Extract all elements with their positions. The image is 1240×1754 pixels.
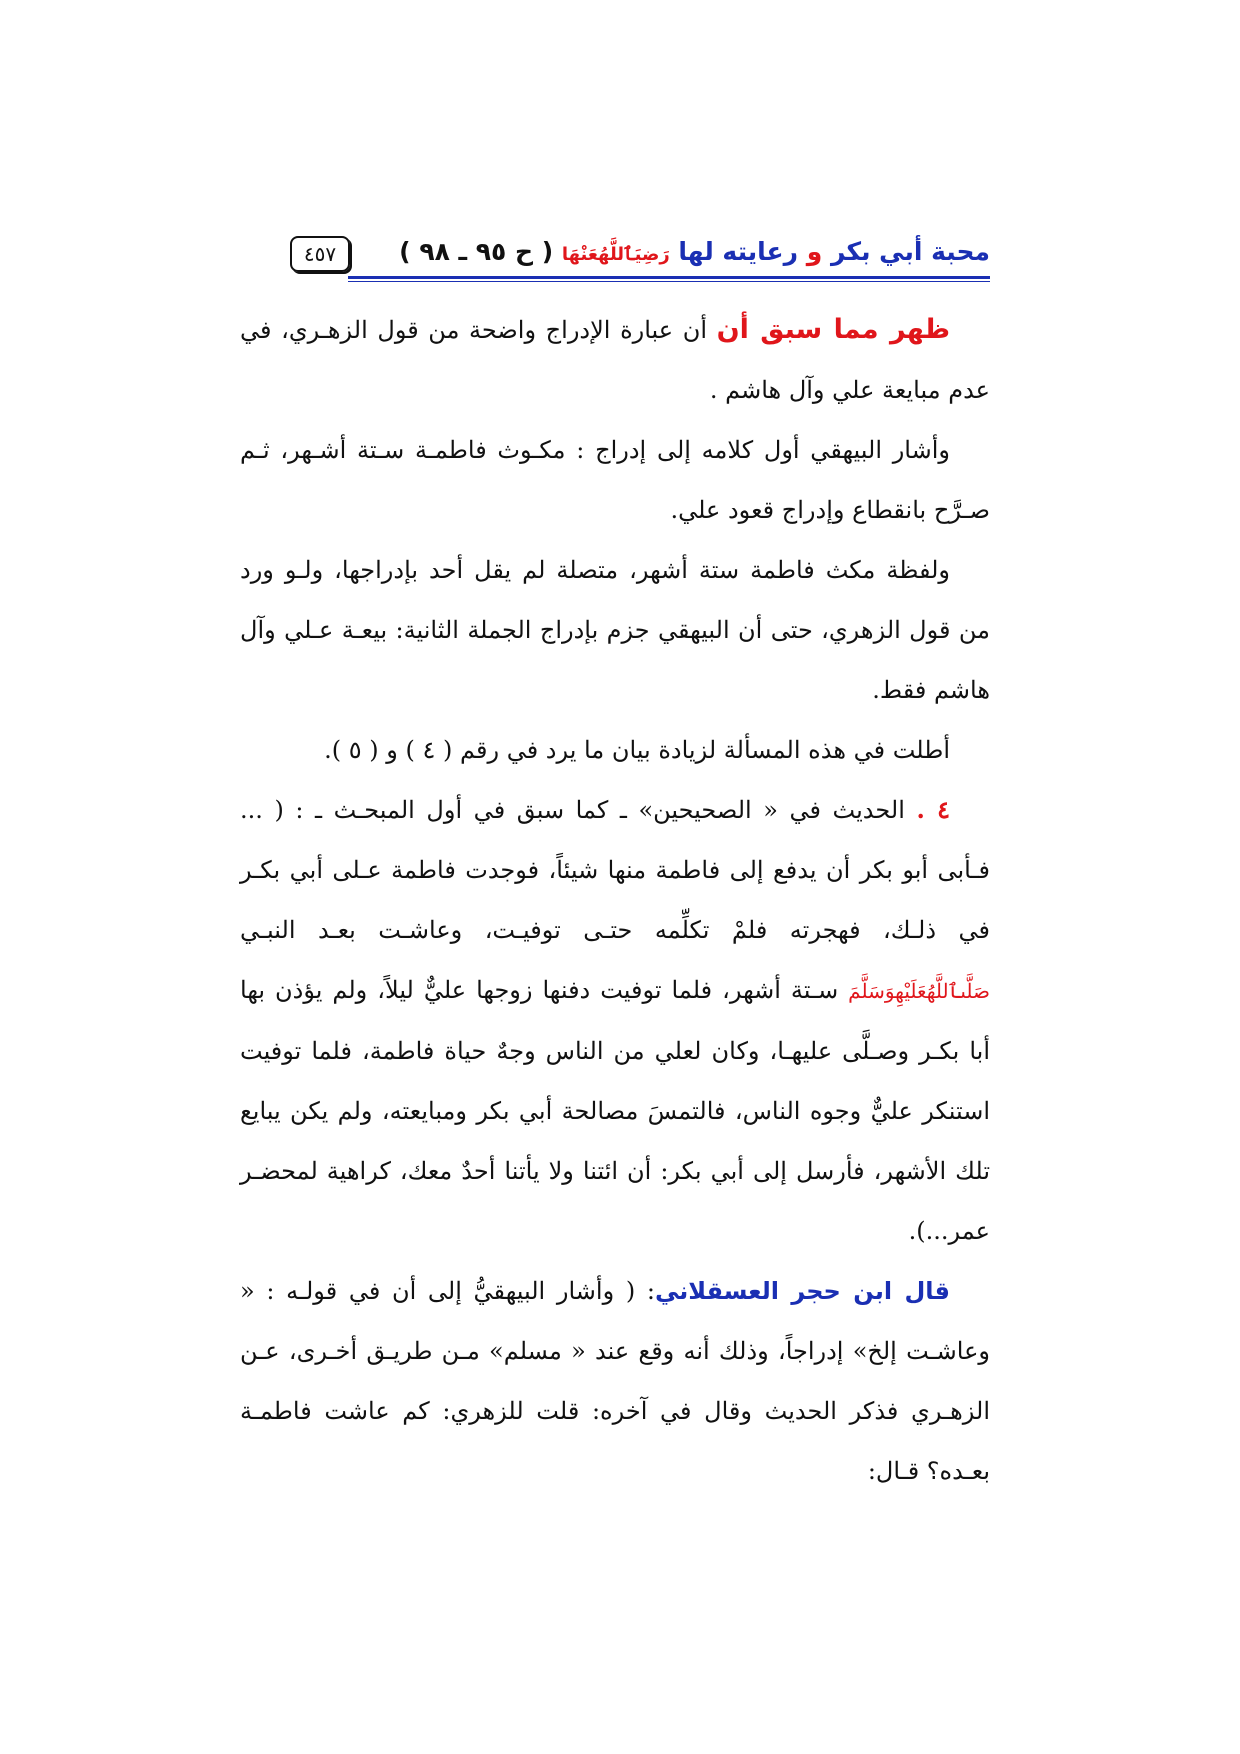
paragraph-2: وأشار البيهقي أول كلامه إلى إدراج : مكـوث فاطمـة سـتة أشـهر، ثـم صـرَّح بانقطاع وإدراج قعود علي. (240, 436, 990, 524)
header-hadith-range: ( ح ٩٥ ـ ٩٨ ) (399, 237, 554, 266)
page-header (290, 232, 990, 292)
header-rule (348, 276, 990, 282)
paragraph-1-lead: ظهر مما سبق أن (716, 314, 950, 345)
header-title-part1: محبة أبي بكر (831, 237, 990, 266)
page-content (240, 300, 990, 1501)
paragraph-5 (240, 780, 990, 1261)
paragraph-6-text: : ( وأشار البيهقيُّ إلى أن في قولـه : « وعاشـت إلخ» إدراجاً، وذلك أنه وقع عند « مسلم» مـن طريـق أخـرى، عـن الزهـري فذكر الحديث وقال في آخره: قلت للزهري: كم عاشت فاطمـة بعـده؟ قـال: (240, 1277, 990, 1485)
header-title-part3: رعايته لها (678, 237, 799, 266)
header-honorific: رَضِيَٱللَّهُعَنْهَا (561, 244, 670, 265)
header-title (399, 232, 990, 275)
paragraph-4: أطلت في هذه المسألة لزيادة بيان ما يرد في رقم ( ٤ ) و ( ٥ ). (324, 736, 950, 764)
paragraph-1 (240, 300, 990, 420)
page-number-badge: ٤٥٧ (290, 236, 350, 272)
paragraph-6 (240, 1261, 990, 1501)
paragraph-3: ولفظة مكث فاطمة ستة أشهر، متصلة لم يقل أحد بإدراجها، ولـو ورد من قول الزهري، حتى أن البيهقي جزم بإدراج الجملة الثانية: بيعـة عـلي وآل هاشم فقط. (240, 556, 990, 704)
paragraph-5-text-a: الحديث في « الصحيحين» ـ كما سبق في أول المبحـث ـ : ( ... فـأبى أبو بكر أن يدفع إلى فاطمة منها شيئاً، فوجدت فاطمة عـلى أبي بكـر في ذلـك، فهجرته فلمْ تكلِّمه حتـى توفيـت، وعاشـت بعـد النبـي (240, 796, 990, 944)
paragraph-6-lead: قال ابن حجر العسقلاني (654, 1277, 950, 1305)
paragraph-1-text: أن عبارة الإدراج واضحة من قول الزهـري، في عدم مبايعة علي وآل هاشم . (240, 316, 990, 404)
paragraph-5-text-b: سـتة أشهر، فلما توفيت دفنها زوجها عليٌّ ليلاً، ولم يؤذن بها أبا بكـر وصـلَّى عليهـا، وكان لعلي من الناس وجهٌ حياة فاطمة، فلما توفيت استنكر عليٌّ وجوه الناس، فالتمسَ مصالحة أبي بكر ومبايعته، ولم يكن يبايع تلك الأشهر، فأرسل إلى أبي بكر: أن ائتنا ولا يأتنا أحدٌ معك، كراهية لمحضـر عمر...). (240, 976, 990, 1245)
paragraph-5-number: ٤ . (916, 795, 950, 824)
header-title-part2: و (806, 237, 823, 266)
paragraph-5-honorific: صَلَّىٱللَّهُعَلَيْهِوَسَلَّمَ (848, 979, 990, 1003)
